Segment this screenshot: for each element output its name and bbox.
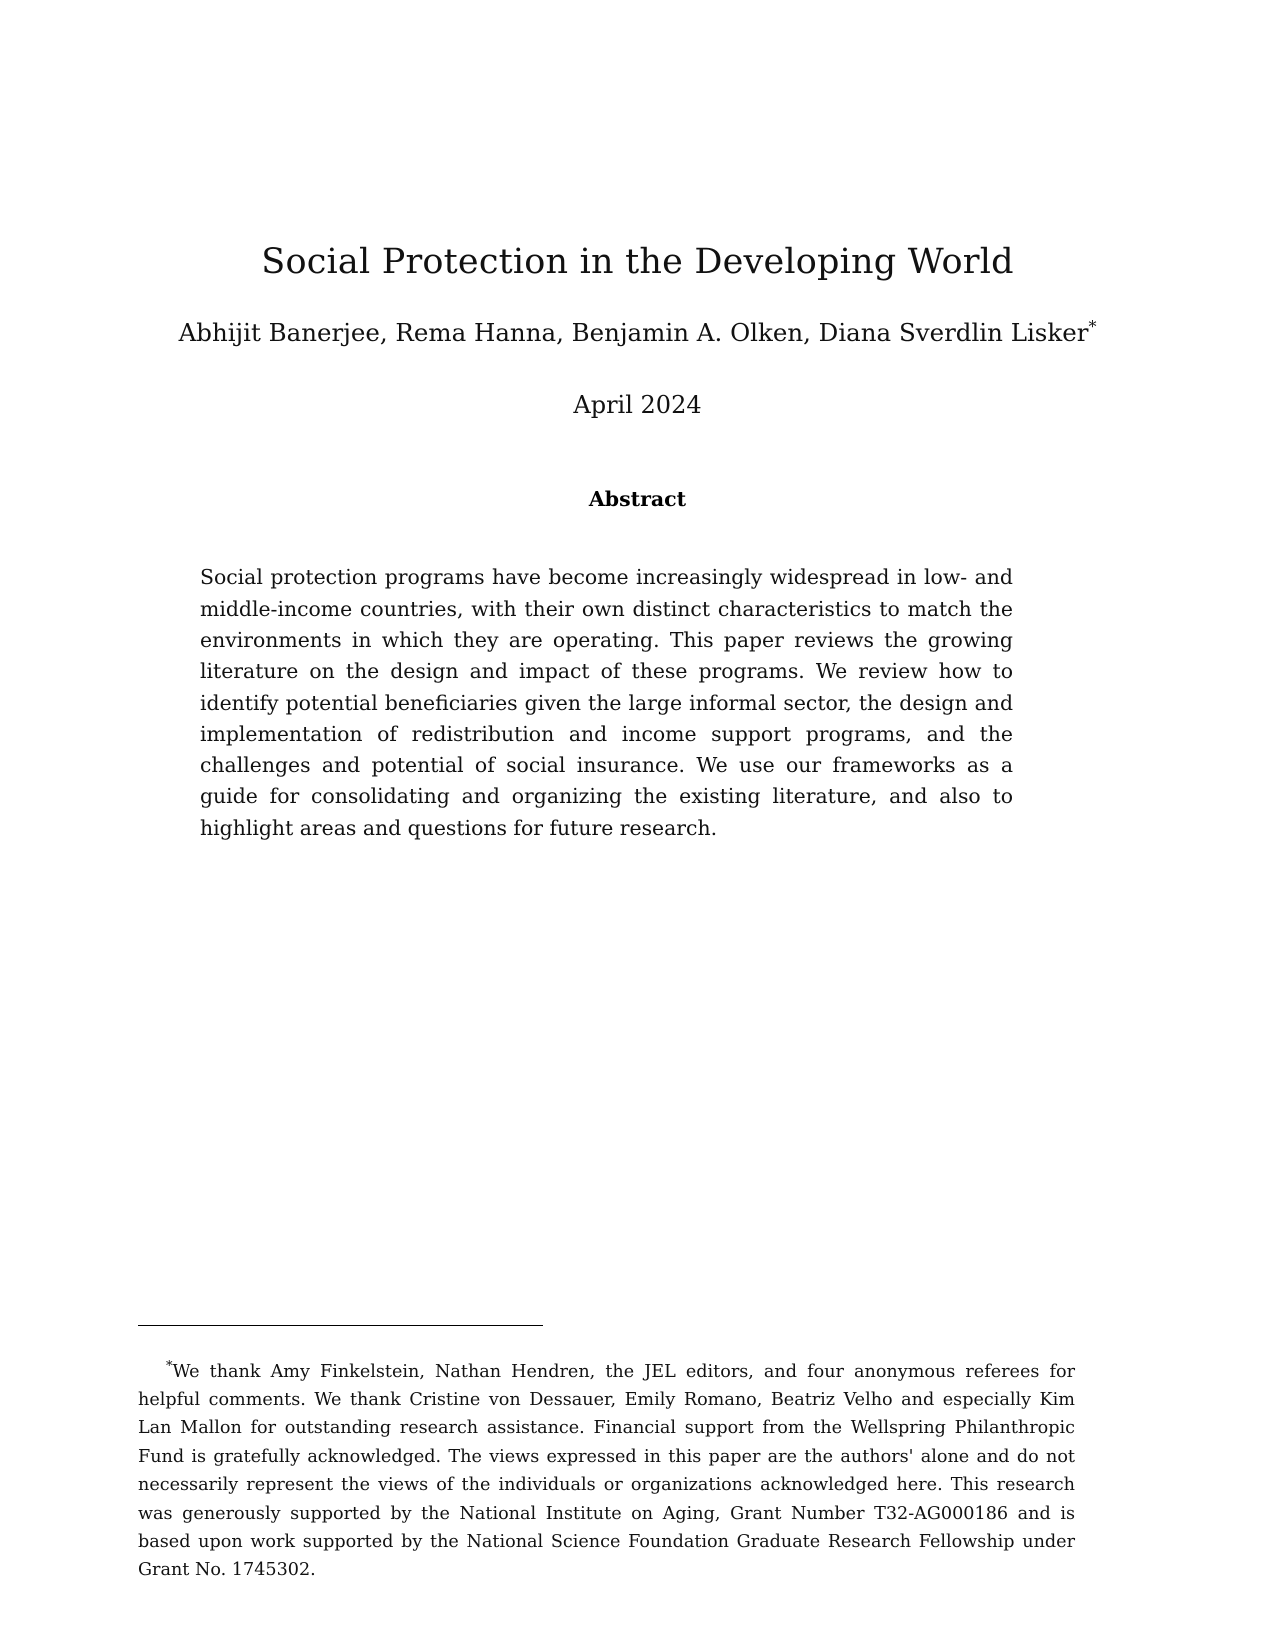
footnote-content: We thank Amy Finkelstein, Nathan Hendren, the JEL editors, and four anonymous referees for helpful comments. We thank Cristine von Dessauer, Emily Romano, Beatriz Velho and especially Kim Lan Mallon for outstanding research assistance. Financial support from the Wellspring Philanthropic Fund is gratefully acknowledged. The views expressed in this paper are the authors' alone and do not necessarily represent the views of the individuals or organizations acknowledged here. This research was generously supported by the National Institute on Aging, Grant Number T32-AG000186 and is based upon work supported by the National Science Foundation Graduate Research Fellowship under Grant No. 1745302.	[138, 1361, 1075, 1581]
author-names: Abhijit Banerjee, Rema Hanna, Benjamin A. Olken, Diana Sverdlin Lisker	[178, 318, 1089, 347]
author-list	[0, 318, 1275, 349]
footnote-text	[138, 1358, 1075, 1585]
footnote-marker: *	[166, 1358, 173, 1374]
footnote-separator-rule	[138, 1325, 543, 1326]
abstract-text: Social protection programs have become increasingly widespread in low- and middle-income countries, with their own distinct characteristics to match the environments in which they are operating. This paper reviews the growing literature on the design and impact of these programs. We review how to identify potential beneficiaries given the large informal sector, the design and implementation of redistribution and income support programs, and the challenges and potential of social insurance. We use our frameworks as a guide for consolidating and organizing the existing literature, and also to highlight areas and questions for future research.	[200, 565, 1013, 840]
page-title: Social Protection in the Developing World	[261, 242, 1014, 283]
author-footnote-marker[interactable]: *	[1088, 316, 1097, 336]
abstract-heading: Abstract	[588, 487, 687, 511]
publication-date: April 2024	[573, 391, 702, 419]
